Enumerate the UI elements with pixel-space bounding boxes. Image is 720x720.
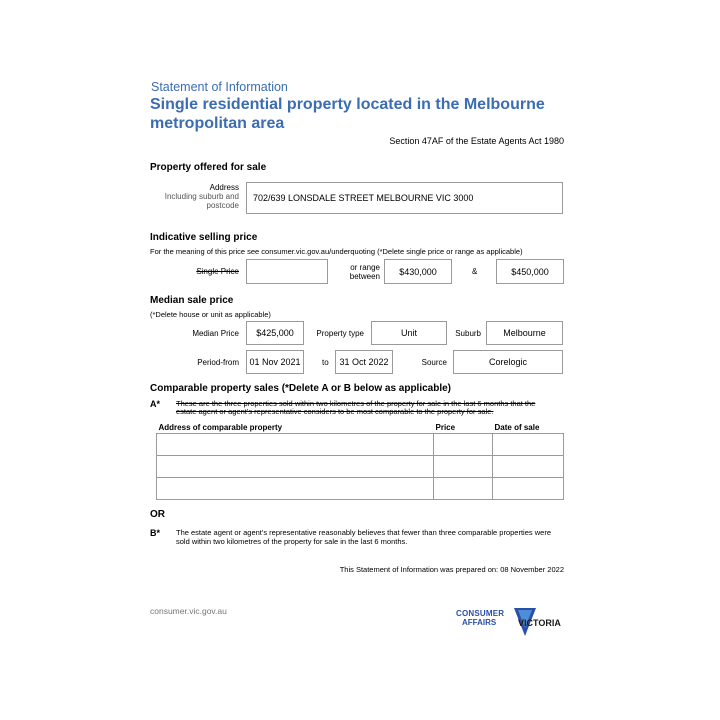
row-date-cell[interactable] [493, 478, 564, 500]
table-row [157, 456, 564, 478]
comparable-heading: Comparable property sales (*Delete A or B below as applicable) [150, 383, 452, 394]
option-a-text-line-2: estate agent or agent's representative considers to be most comparable to the property for sale. [176, 407, 494, 416]
page-title-line-2: metropolitan area [150, 115, 285, 132]
address-sublabel-1: Including suburb and [164, 192, 239, 201]
range-label [350, 263, 380, 281]
source-label: Source [421, 358, 447, 367]
row-date-cell[interactable] [493, 434, 564, 456]
col-address-header: Address of comparable property [158, 422, 283, 432]
row-price-cell[interactable] [434, 456, 493, 478]
address-field[interactable]: 702/639 LONSDALE STREET MELBOURNE VIC 3000 [246, 182, 563, 214]
range-high-field[interactable]: $450,000 [496, 259, 564, 284]
single-price-field[interactable] [246, 259, 328, 284]
or-label: OR [150, 509, 165, 520]
address-sublabel-2: postcode [206, 201, 239, 210]
logo-line-1: CONSUMER [456, 609, 505, 618]
median-price-field[interactable]: $425,000 [246, 321, 304, 345]
row-price-cell[interactable] [434, 434, 493, 456]
single-price-label: Single Price [196, 267, 239, 276]
soi-label: Statement of Information [151, 80, 288, 94]
prepared-on: This Statement of Information was prepared on: 08 November 2022 [339, 565, 564, 574]
row-address-cell[interactable] [157, 456, 434, 478]
property-type-label: Property type [316, 329, 364, 338]
and-label: & [472, 267, 478, 276]
indicative-heading: Indicative selling price [150, 232, 258, 243]
median-price-label: Median Price [192, 329, 239, 338]
option-b-marker: B* [150, 528, 161, 538]
logo-line-3: VICTORIA [518, 618, 561, 628]
suburb-field[interactable]: Melbourne [486, 321, 563, 345]
median-note: (*Delete house or unit as applicable) [150, 310, 271, 319]
indicative-note: For the meaning of this price see consumer.vic.gov.au/underquoting (*Delete single price or range as applicable) [150, 247, 523, 256]
option-b-text-line-1: The estate agent or agent's representative reasonably believes that fewer than three comparable properties were [176, 528, 551, 537]
row-date-cell[interactable] [493, 456, 564, 478]
suburb-label: Suburb [455, 329, 481, 338]
property-type-field[interactable]: Unit [371, 321, 447, 345]
comparable-table-header [157, 421, 564, 434]
period-from-label: Period-from [197, 358, 239, 367]
period-from-field[interactable]: 01 Nov 2021 [246, 350, 304, 374]
col-price-header: Price [435, 422, 456, 432]
option-b-text-line-2: sold within two kilometres of the property for sale in the last 6 months. [176, 537, 408, 546]
row-price-cell[interactable] [434, 478, 493, 500]
address-label-main: Address [209, 183, 239, 192]
consumer-affairs-victoria-logo [456, 606, 568, 638]
median-heading: Median sale price [150, 295, 234, 306]
logo-line-2: AFFAIRS [462, 618, 497, 627]
period-to-field[interactable]: 31 Oct 2022 [335, 350, 393, 374]
property-heading: Property offered for sale [150, 162, 267, 173]
table-row [157, 478, 564, 500]
row-address-cell[interactable] [157, 434, 434, 456]
comparable-table [156, 421, 564, 500]
act-reference: Section 47AF of the Estate Agents Act 1980 [389, 136, 564, 146]
to-label: to [322, 358, 329, 367]
address-label [129, 183, 239, 210]
footer-website: consumer.vic.gov.au [150, 606, 227, 616]
range-low-field[interactable]: $430,000 [384, 259, 452, 284]
row-address-cell[interactable] [157, 478, 434, 500]
col-date-header: Date of sale [494, 422, 540, 432]
source-field[interactable]: Corelogic [453, 350, 563, 374]
option-a-text-line-1: These are the three properties sold within two kilometres of the property for sale in the last 6 months that the [176, 399, 536, 408]
range-label-line-2: between [349, 272, 380, 281]
table-row [157, 434, 564, 456]
option-a-marker: A* [150, 399, 161, 409]
page-title-line-1: Single residential property located in the Melbourne [150, 96, 545, 113]
range-label-line-1: or range [350, 263, 380, 272]
